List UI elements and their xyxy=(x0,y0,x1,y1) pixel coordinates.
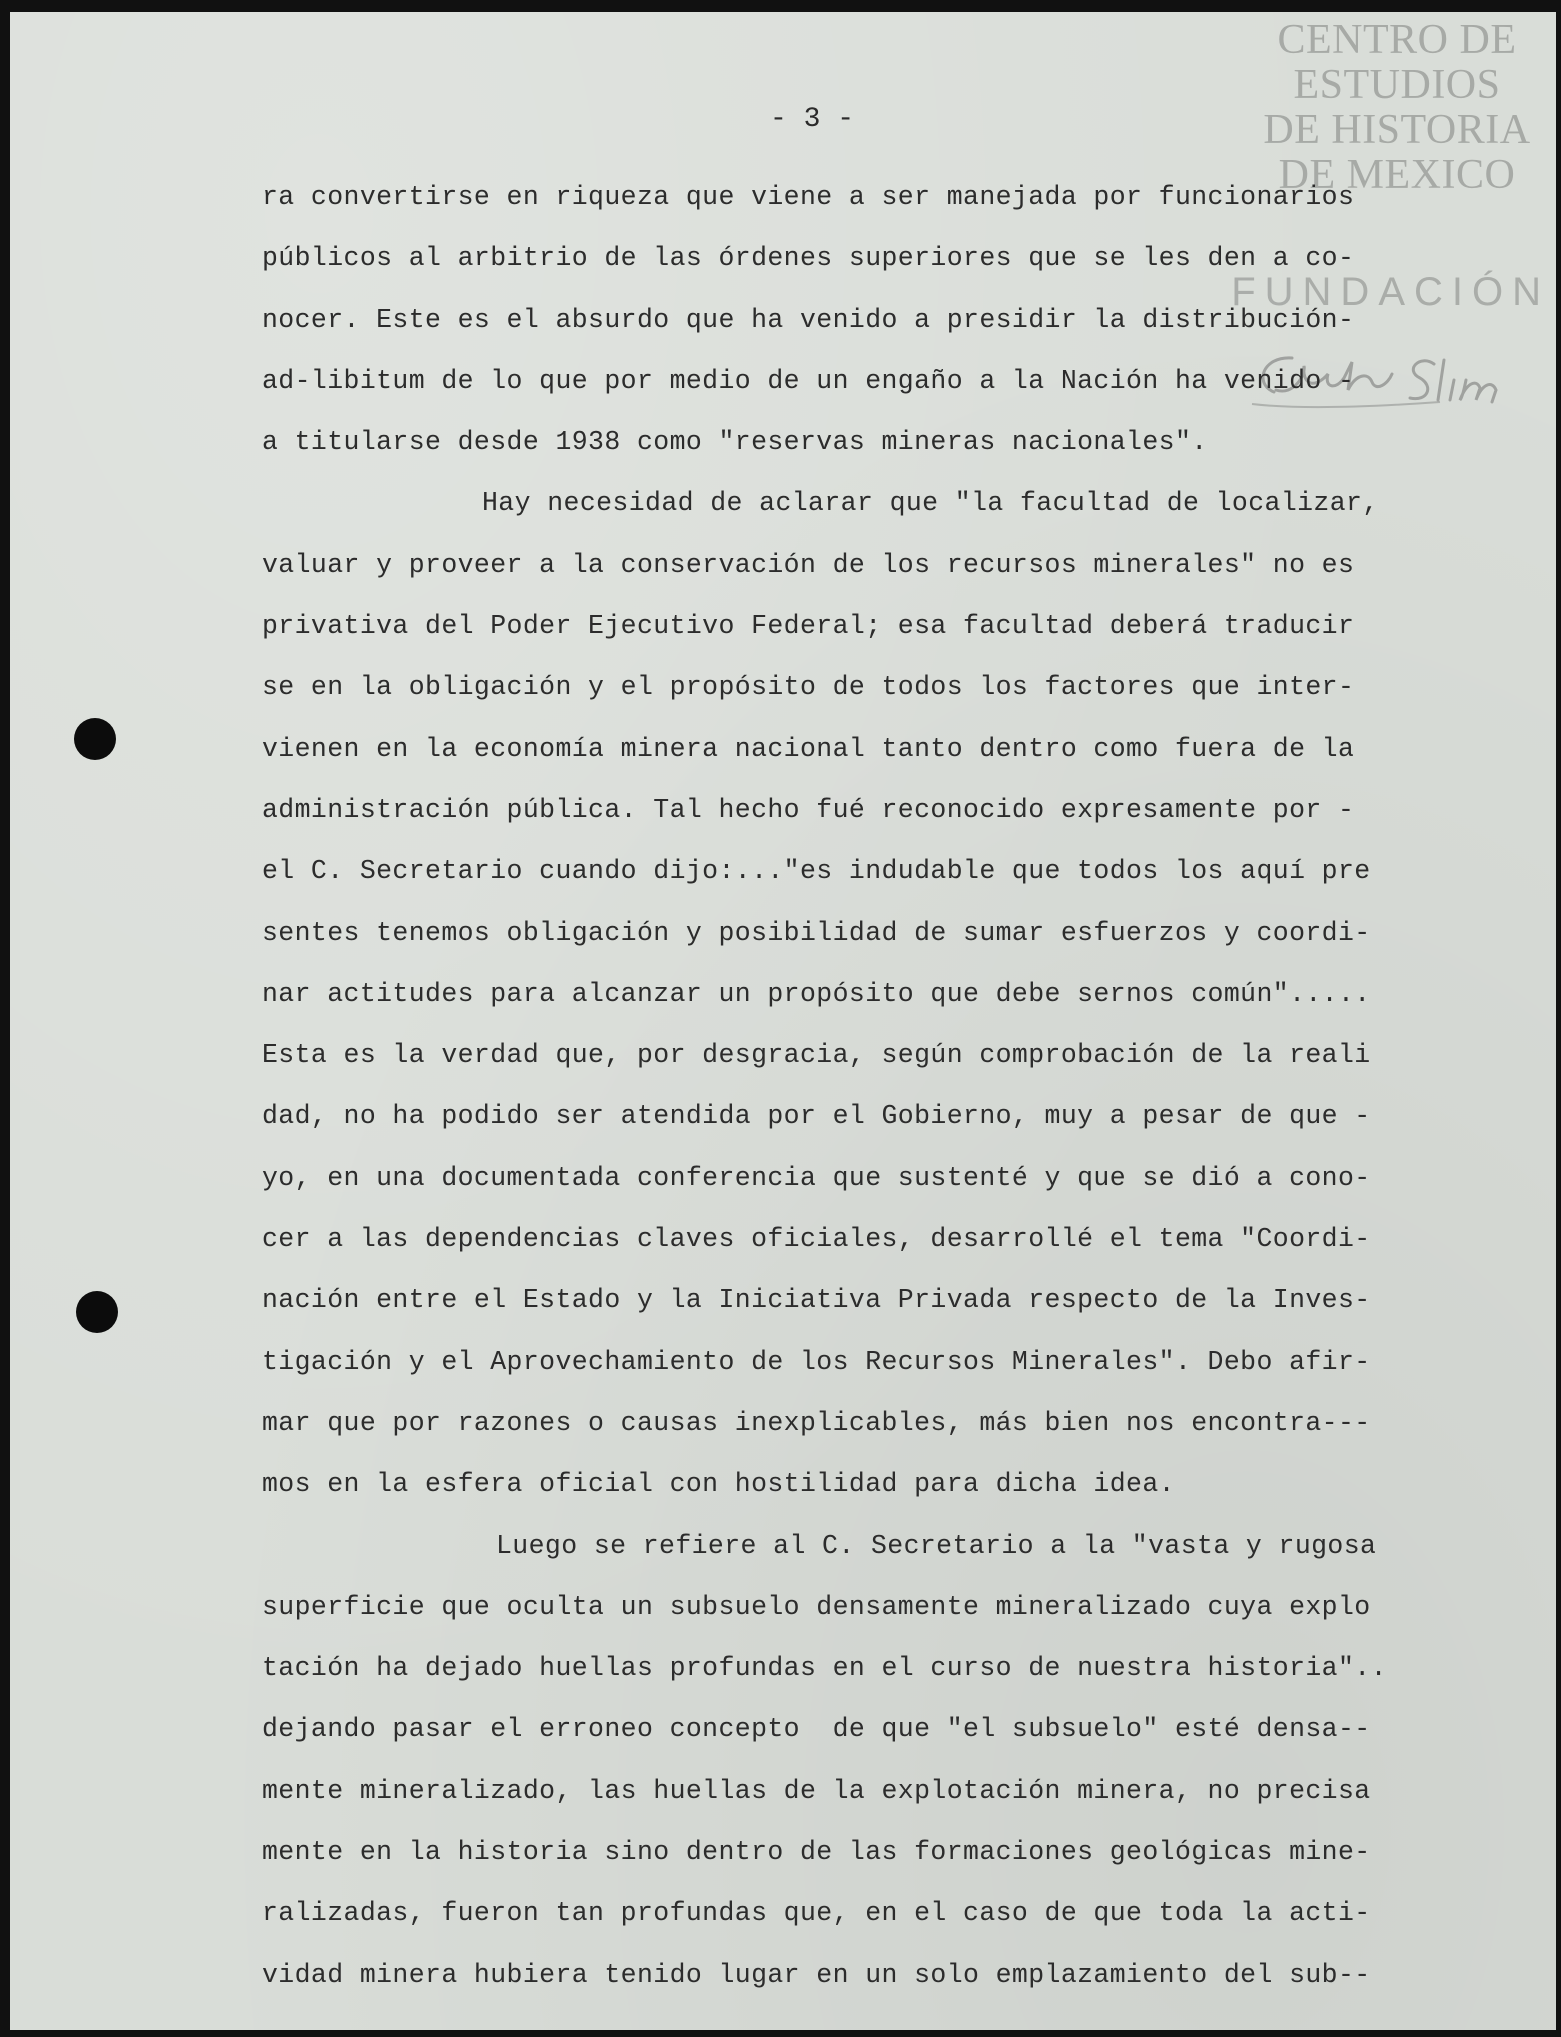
text-line: mente en la historia sino dentro de las formaciones geológicas mine- xyxy=(262,1837,1371,1868)
text-line: dad, no ha podido ser atendida por el Gobierno, muy a pesar de que - xyxy=(262,1101,1371,1132)
text-line: mos en la esfera oficial con hostilidad para dicha idea. xyxy=(262,1469,1175,1500)
text-line: nación entre el Estado y la Iniciativa Privada respecto de la Inves- xyxy=(262,1285,1371,1316)
text-line: tigación y el Aprovechamiento de los Recursos Minerales". Debo afir- xyxy=(262,1346,1371,1377)
text-line: tación ha dejado huellas profundas en el curso de nuestra historia".. xyxy=(262,1653,1387,1684)
paragraph-start-line: Hay necesidad de aclarar que "la facultad de localizar, xyxy=(482,488,1379,519)
typewritten-body xyxy=(262,167,1502,2006)
text-line: nocer. Este es el absurdo que ha venido a presidir la distribución- xyxy=(262,304,1355,335)
text-line: Esta es la verdad que, por desgracia, según comprobación de la reali xyxy=(262,1040,1371,1071)
text-line: cer a las dependencias claves oficiales, desarrollé el tema "Coordi- xyxy=(262,1224,1371,1255)
punch-hole-bottom xyxy=(76,1291,118,1333)
text-line: superficie que oculta un subsuelo densamente mineralizado cuya explo xyxy=(262,1591,1371,1622)
punch-hole-top xyxy=(74,718,116,760)
text-line: vidad minera hubiera tenido lugar en un solo emplazamiento del sub-- xyxy=(262,1959,1371,1990)
document-page xyxy=(10,12,1556,2030)
watermark-line: CENTRO DE xyxy=(1277,17,1517,63)
text-line: ra convertirse en riqueza que viene a ser manejada por funcionarios xyxy=(262,182,1355,212)
watermark-foundation: FUNDACIÓN xyxy=(1231,270,1550,314)
text-line: privativa del Poder Ejecutivo Federal; esa facultad deberá traducir xyxy=(262,611,1355,642)
text-line: ralizadas, fueron tan profundas que, en el caso de que toda la acti- xyxy=(262,1898,1371,1929)
text-line: valuar y proveer a la conservación de los recursos minerales" no es xyxy=(262,549,1355,580)
text-line: a titularse desde 1938 como "reservas mineras nacionales". xyxy=(262,427,1208,458)
page-number: - 3 - xyxy=(770,104,855,135)
text-line: públicos al arbitrio de las órdenes superiores que se les den a co- xyxy=(262,243,1355,274)
text-line: sentes tenemos obligación y posibilidad de sumar esfuerzos y coordi- xyxy=(262,917,1371,948)
text-line: nar actitudes para alcanzar un propósito que debe sernos común"..... xyxy=(262,978,1371,1009)
text-line: administración pública. Tal hecho fué reconocido expresamente por - xyxy=(262,794,1355,825)
watermark-line: DE HISTORIA xyxy=(1263,107,1531,153)
text-line: dejando pasar el erroneo concepto de que "el subsuelo" esté densa-- xyxy=(262,1714,1371,1745)
watermark-line: ESTUDIOS xyxy=(1293,62,1501,108)
paragraph-start-line: Luego se refiere al C. Secretario a la "vasta y rugosa xyxy=(496,1530,1377,1561)
text-line: vienen en la economía minera nacional tanto dentro como fuera de la xyxy=(262,733,1355,764)
text-line: ad-libitum de lo que por medio de un engaño a la Nación ha venido - xyxy=(262,365,1355,396)
text-line: mar que por razones o causas inexplicables, más bien nos encontra--- xyxy=(262,1407,1371,1438)
text-line: el C. Secretario cuando dijo:..."es indudable que todos los aquí pre xyxy=(262,856,1371,887)
text-line: se en la obligación y el propósito de todos los factores que inter- xyxy=(262,672,1355,703)
watermark-line: DE MEXICO xyxy=(1278,152,1516,198)
text-line: mente mineralizado, las huellas de la explotación minera, no precisa xyxy=(262,1775,1371,1806)
text-line: yo, en una documentada conferencia que sustenté y que se dió a cono- xyxy=(262,1162,1371,1193)
